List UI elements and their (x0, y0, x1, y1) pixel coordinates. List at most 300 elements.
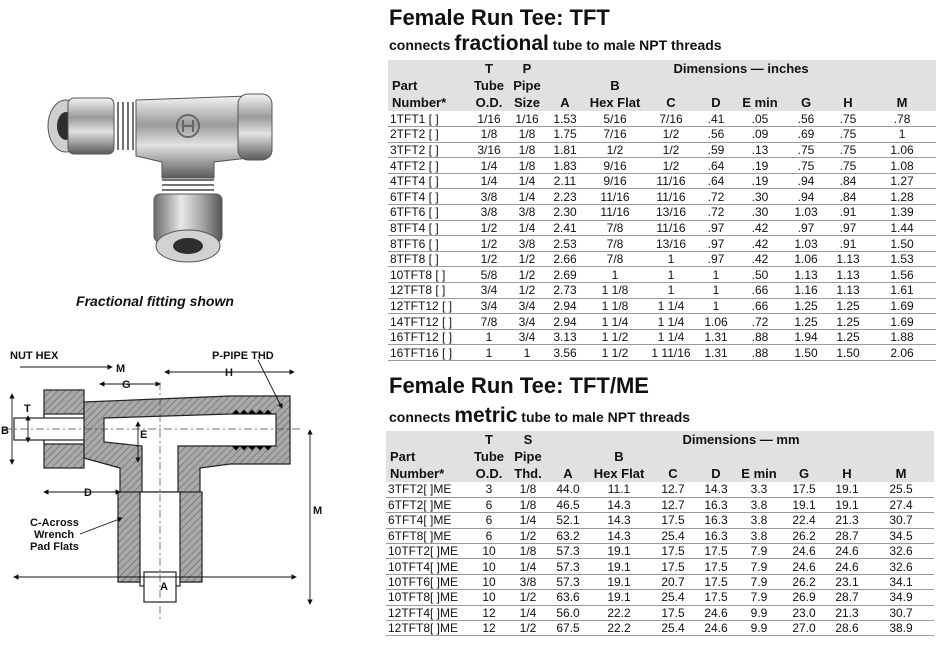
table-cell: 1/2 (508, 528, 548, 543)
table-cell: 1 1/8 (584, 298, 646, 314)
table-cell: 3.13 (546, 329, 584, 345)
table-cell: 3/8 (470, 189, 508, 205)
tftme-dimensions-table (386, 431, 934, 636)
tftme-title: Female Run Tee: TFT/ME (389, 373, 649, 398)
table-cell: 3/4 (470, 283, 508, 299)
table-cell: 1.28 (868, 189, 936, 205)
table-cell: 1.16 (784, 283, 828, 299)
table-cell: 5/16 (584, 111, 646, 127)
table-cell: 9/16 (584, 158, 646, 174)
table-cell: 1 1/2 (584, 329, 646, 345)
table-cell: 17.5 (696, 544, 736, 559)
table-cell: 22.4 (782, 513, 826, 528)
table-cell: 16.3 (696, 528, 736, 543)
part-number-cell: 2TFT2 [ ] (388, 127, 470, 143)
table-cell: 56.0 (548, 605, 588, 620)
table-cell: 46.5 (548, 497, 588, 512)
table-cell: 2.73 (546, 283, 584, 299)
table-cell: 1.03 (784, 205, 828, 221)
table-cell: 3.8 (736, 528, 782, 543)
table-cell: 1 (646, 251, 696, 267)
table-cell: 9.9 (736, 621, 782, 636)
table-cell: .64 (696, 158, 736, 174)
table-cell: 67.5 (548, 621, 588, 636)
tft-table-header: T P Dimensions — inches Part Tube Pipe B Number* O.D. Size A Hex Flat C D E min G H M (388, 60, 936, 111)
table-cell: 1.83 (546, 158, 584, 174)
part-number-cell: 6TFT8[ ]ME (386, 528, 470, 543)
table-cell: 19.1 (588, 559, 650, 574)
table-row (388, 251, 936, 267)
table-cell: 1/8 (508, 127, 546, 143)
part-number-cell: 10TFT2[ ]ME (386, 544, 470, 559)
table-cell: 1/2 (508, 283, 546, 299)
table-cell: 25.4 (650, 590, 696, 605)
table-cell: 1 (470, 345, 508, 361)
table-row (388, 142, 936, 158)
table-row (388, 267, 936, 283)
table-cell: 17.5 (650, 559, 696, 574)
table-cell: 3.8 (736, 513, 782, 528)
table-cell: 63.2 (548, 528, 588, 543)
table-cell: 3 (470, 482, 508, 497)
table-cell: 2.53 (546, 236, 584, 252)
tftme-dimensions-heading: Dimensions — mm (548, 431, 934, 448)
table-cell: 12 (470, 605, 508, 620)
table-cell: 2.69 (546, 267, 584, 283)
table-cell: 1.39 (868, 205, 936, 221)
table-cell: .97 (696, 220, 736, 236)
tft-subtitle: connects fractional tube to male NPT threads (389, 32, 722, 55)
part-number-cell: 12TFT8 [ ] (388, 283, 470, 299)
table-cell: 1 (868, 127, 936, 143)
table-cell: .84 (828, 189, 868, 205)
part-number-cell: 10TFT8[ ]ME (386, 590, 470, 605)
table-cell: .97 (696, 251, 736, 267)
table-cell: 1.94 (784, 329, 828, 345)
part-number-cell: 12TFT8[ ]ME (386, 621, 470, 636)
table-cell: 1 (584, 267, 646, 283)
tftme-table-header: T S Dimensions — mm Part Tube Pipe B Number* O.D. Thd. A Hex Flat C D E min G H M (386, 431, 934, 482)
table-cell: 1/4 (470, 173, 508, 189)
table-cell: .75 (784, 158, 828, 174)
table-cell: 1.53 (546, 111, 584, 127)
table-row (386, 559, 934, 574)
part-number-cell: 10TFT6[ ]ME (386, 574, 470, 589)
table-cell: 28.7 (826, 528, 868, 543)
table-cell: 3/8 (508, 574, 548, 589)
table-cell: 1 (696, 267, 736, 283)
table-cell: 19.1 (826, 497, 868, 512)
table-row (386, 590, 934, 605)
part-number-cell: 14TFT12 [ ] (388, 314, 470, 330)
table-cell: 21.3 (826, 513, 868, 528)
table-cell: 2.41 (546, 220, 584, 236)
table-cell: .84 (828, 173, 868, 189)
table-cell: .75 (828, 158, 868, 174)
part-number-cell: 8TFT8 [ ] (388, 251, 470, 267)
table-cell: 16.3 (696, 497, 736, 512)
table-cell: 9/16 (584, 173, 646, 189)
table-cell: 2.94 (546, 298, 584, 314)
tft-dimensions-table (388, 60, 936, 361)
part-number-cell: 8TFT4 [ ] (388, 220, 470, 236)
table-cell: .66 (736, 298, 784, 314)
table-cell: 17.5 (782, 482, 826, 497)
table-cell: 7/8 (584, 220, 646, 236)
table-row (386, 621, 934, 636)
table-cell: 1.50 (868, 236, 936, 252)
table-cell: 1/4 (508, 513, 548, 528)
table-cell: .94 (784, 173, 828, 189)
part-number-cell: 10TFT4[ ]ME (386, 559, 470, 574)
table-cell: 3/4 (508, 314, 546, 330)
part-number-cell: 6TFT4[ ]ME (386, 513, 470, 528)
table-cell: 3/4 (508, 298, 546, 314)
table-cell: 6 (470, 513, 508, 528)
table-cell: 1/4 (508, 605, 548, 620)
table-cell: 34.1 (868, 574, 934, 589)
table-cell: 1/2 (646, 142, 696, 158)
table-cell: 19.1 (826, 482, 868, 497)
label-wrench: Wrench (34, 529, 75, 541)
table-cell: 19.1 (588, 574, 650, 589)
table-cell: 1.25 (828, 298, 868, 314)
dimension-drawing (0, 342, 330, 647)
table-row (386, 574, 934, 589)
table-cell: .75 (828, 142, 868, 158)
table-cell: 1 (646, 283, 696, 299)
table-cell: 2.11 (546, 173, 584, 189)
table-cell: .75 (784, 142, 828, 158)
table-cell: 11/16 (646, 173, 696, 189)
table-cell: 1/4 (470, 158, 508, 174)
table-cell: 38.9 (868, 621, 934, 636)
table-cell: 1.06 (868, 142, 936, 158)
table-cell: 1.56 (868, 267, 936, 283)
table-cell: 1.13 (828, 283, 868, 299)
table-cell: .75 (828, 111, 868, 127)
table-cell: 1.81 (546, 142, 584, 158)
table-cell: 3.3 (736, 482, 782, 497)
part-number-cell: 6TFT4 [ ] (388, 189, 470, 205)
label-m-top: M (116, 363, 126, 375)
table-cell: .56 (784, 111, 828, 127)
table-cell: 1/2 (470, 236, 508, 252)
table-cell: 17.5 (696, 590, 736, 605)
table-cell: 19.1 (782, 497, 826, 512)
table-cell: .72 (696, 189, 736, 205)
table-cell: 1/4 (508, 559, 548, 574)
table-cell: 11/16 (584, 205, 646, 221)
table-cell: 57.3 (548, 544, 588, 559)
table-cell: 52.1 (548, 513, 588, 528)
table-cell: 1/8 (508, 482, 548, 497)
tftme-table-body (386, 482, 934, 636)
table-cell: 1/2 (508, 621, 548, 636)
table-row (388, 345, 936, 361)
table-cell: 1/2 (584, 142, 646, 158)
label-t: T (24, 403, 31, 415)
table-cell: 10 (470, 574, 508, 589)
table-cell: 23.1 (826, 574, 868, 589)
table-cell: 2.06 (868, 345, 936, 361)
table-cell: .42 (736, 220, 784, 236)
table-cell: 22.2 (588, 621, 650, 636)
table-cell: .13 (736, 142, 784, 158)
label-m-side: M (313, 505, 323, 517)
table-cell: 1 11/16 (646, 345, 696, 361)
table-cell: 19.1 (588, 544, 650, 559)
part-number-cell: 10TFT8 [ ] (388, 267, 470, 283)
table-cell: 27.0 (782, 621, 826, 636)
table-cell: .94 (784, 189, 828, 205)
table-cell: 1.69 (868, 314, 936, 330)
part-number-cell: 16TFT12 [ ] (388, 329, 470, 345)
table-cell: 25.5 (868, 482, 934, 497)
table-cell: .19 (736, 173, 784, 189)
table-cell: 1/16 (508, 111, 546, 127)
tft-table-body (388, 111, 936, 361)
table-cell: 1 (508, 345, 546, 361)
table-cell: 1/4 (508, 220, 546, 236)
table-cell: 1.25 (784, 298, 828, 314)
table-cell: .50 (736, 267, 784, 283)
table-cell: 1.61 (868, 283, 936, 299)
table-cell: .97 (784, 220, 828, 236)
part-number-cell: 3TFT2[ ]ME (386, 482, 470, 497)
table-cell: 1.50 (828, 345, 868, 361)
table-cell: 3.56 (546, 345, 584, 361)
table-cell: 1.03 (784, 236, 828, 252)
part-number-cell: 6TFT6 [ ] (388, 205, 470, 221)
table-cell: 1/2 (508, 251, 546, 267)
label-b: B (1, 425, 9, 437)
table-cell: 23.0 (782, 605, 826, 620)
table-cell: 1/8 (508, 544, 548, 559)
table-cell: 3.8 (736, 497, 782, 512)
table-cell: 3/8 (470, 205, 508, 221)
table-cell: 1/2 (470, 251, 508, 267)
table-cell: 24.6 (696, 605, 736, 620)
table-cell: 11/16 (646, 220, 696, 236)
table-cell: 32.6 (868, 544, 934, 559)
table-cell: 1.44 (868, 220, 936, 236)
table-cell: 26.9 (782, 590, 826, 605)
table-cell: 1.88 (868, 329, 936, 345)
table-cell: 9.9 (736, 605, 782, 620)
table-cell: 12.7 (650, 482, 696, 497)
table-cell: 1/2 (470, 220, 508, 236)
table-cell: 1.27 (868, 173, 936, 189)
table-cell: 32.6 (868, 559, 934, 574)
table-cell: 1.06 (696, 314, 736, 330)
table-cell: 24.6 (782, 544, 826, 559)
table-cell: 1/2 (508, 590, 548, 605)
table-cell: 1/8 (470, 127, 508, 143)
table-row (386, 497, 934, 512)
table-cell: 1/4 (508, 173, 546, 189)
table-cell: 1.13 (828, 267, 868, 283)
table-row (388, 158, 936, 174)
table-cell: 16.3 (696, 513, 736, 528)
table-cell: 1.75 (546, 127, 584, 143)
table-cell: .42 (736, 251, 784, 267)
table-cell: 24.6 (696, 621, 736, 636)
table-cell: .97 (696, 236, 736, 252)
table-cell: 3/4 (508, 329, 546, 345)
table-cell: 7/16 (646, 111, 696, 127)
table-cell: 7.9 (736, 590, 782, 605)
table-cell: 1/2 (646, 158, 696, 174)
table-cell: .30 (736, 205, 784, 221)
table-cell: 2.30 (546, 205, 584, 221)
table-cell: .97 (828, 220, 868, 236)
table-cell: 14.3 (588, 528, 650, 543)
table-cell: 1.25 (828, 329, 868, 345)
table-cell: 1 1/4 (646, 329, 696, 345)
table-cell: 1.08 (868, 158, 936, 174)
table-row (388, 189, 936, 205)
table-cell: 1 1/4 (646, 298, 696, 314)
table-cell: 1 (646, 267, 696, 283)
table-cell: 1.13 (784, 267, 828, 283)
table-cell: 11/16 (584, 189, 646, 205)
table-cell: 26.2 (782, 574, 826, 589)
table-row (388, 298, 936, 314)
table-cell: .42 (736, 236, 784, 252)
table-cell: 13/16 (646, 205, 696, 221)
table-cell: 11.1 (588, 482, 650, 497)
table-cell: 21.3 (826, 605, 868, 620)
table-cell: 14.3 (588, 497, 650, 512)
part-number-cell: 3TFT2 [ ] (388, 142, 470, 158)
table-cell: 1.25 (784, 314, 828, 330)
table-cell: 6 (470, 528, 508, 543)
table-cell: 24.6 (826, 544, 868, 559)
part-number-cell: 12TFT12 [ ] (388, 298, 470, 314)
table-cell: 1 1/4 (646, 314, 696, 330)
table-cell: 1/2 (508, 267, 546, 283)
table-cell: 7.9 (736, 574, 782, 589)
table-cell: 44.0 (548, 482, 588, 497)
table-cell: 1 (696, 283, 736, 299)
table-row (388, 236, 936, 252)
table-cell: 57.3 (548, 559, 588, 574)
table-cell: 10 (470, 544, 508, 559)
table-cell: 14.3 (696, 482, 736, 497)
table-cell: 3/4 (470, 298, 508, 314)
table-cell: .91 (828, 205, 868, 221)
table-cell: 2.66 (546, 251, 584, 267)
part-number-cell: 1TFT1 [ ] (388, 111, 470, 127)
table-cell: 1 (696, 298, 736, 314)
table-row (388, 173, 936, 189)
table-cell: 17.5 (696, 574, 736, 589)
label-h: H (225, 367, 233, 379)
table-cell: 7.9 (736, 544, 782, 559)
table-cell: 1/8 (508, 158, 546, 174)
table-row (386, 544, 934, 559)
table-row (388, 314, 936, 330)
table-cell: 6 (470, 497, 508, 512)
table-cell: .69 (784, 127, 828, 143)
table-cell: 17.5 (650, 513, 696, 528)
table-cell: 17.5 (650, 605, 696, 620)
table-row (386, 528, 934, 543)
table-cell: 7/8 (470, 314, 508, 330)
table-cell: 26.2 (782, 528, 826, 543)
label-p-pipe-thd: P-PIPE THD (212, 350, 274, 362)
table-cell: 7.9 (736, 559, 782, 574)
table-cell: .66 (736, 283, 784, 299)
table-cell: .30 (736, 189, 784, 205)
table-cell: .88 (736, 329, 784, 345)
table-cell: 17.5 (650, 544, 696, 559)
table-cell: 1/4 (508, 189, 546, 205)
table-row (388, 127, 936, 143)
table-cell: .91 (828, 236, 868, 252)
table-cell: 1.31 (696, 329, 736, 345)
table-cell: 7/8 (584, 236, 646, 252)
label-nut-hex: NUT HEX (10, 350, 59, 362)
table-cell: 57.3 (548, 574, 588, 589)
table-cell: 1.50 (784, 345, 828, 361)
table-cell: 2.23 (546, 189, 584, 205)
table-cell: 25.4 (650, 528, 696, 543)
label-pad-flats: Pad Flats (30, 541, 79, 553)
table-cell: 34.9 (868, 590, 934, 605)
table-cell: 7/16 (584, 127, 646, 143)
part-number-cell: 4TFT4 [ ] (388, 173, 470, 189)
table-cell: .75 (828, 127, 868, 143)
table-cell: 34.5 (868, 528, 934, 543)
label-g: G (122, 379, 131, 391)
table-cell: .88 (736, 345, 784, 361)
table-cell: 7/8 (584, 251, 646, 267)
table-cell: 1/8 (508, 142, 546, 158)
table-cell: .72 (736, 314, 784, 330)
tftme-subtitle: connects metric tube to male NPT threads (389, 404, 691, 427)
table-cell: 1.53 (868, 251, 936, 267)
table-cell: 10 (470, 590, 508, 605)
part-number-cell: 6TFT2[ ]ME (386, 497, 470, 512)
table-cell: 63.6 (548, 590, 588, 605)
table-cell: .19 (736, 158, 784, 174)
table-row (388, 283, 936, 299)
table-cell: 1/16 (470, 111, 508, 127)
table-cell: 25.4 (650, 621, 696, 636)
table-cell: 1.06 (784, 251, 828, 267)
table-cell: 1.31 (696, 345, 736, 361)
table-cell: 1 1/8 (584, 283, 646, 299)
table-cell: 27.4 (868, 497, 934, 512)
table-row (388, 220, 936, 236)
table-row (388, 329, 936, 345)
table-cell: 28.6 (826, 621, 868, 636)
label-e: E (140, 429, 148, 441)
table-cell: 2.94 (546, 314, 584, 330)
table-row (388, 111, 936, 127)
table-cell: 14.3 (588, 513, 650, 528)
table-cell: .59 (696, 142, 736, 158)
part-number-cell: 16TFT16 [ ] (388, 345, 470, 361)
table-cell: .72 (696, 205, 736, 221)
fitting-photo (38, 78, 288, 278)
table-cell: 3/8 (508, 205, 546, 221)
table-cell: 20.7 (650, 574, 696, 589)
part-number-cell: 4TFT2 [ ] (388, 158, 470, 174)
part-number-cell: 12TFT4[ ]ME (386, 605, 470, 620)
